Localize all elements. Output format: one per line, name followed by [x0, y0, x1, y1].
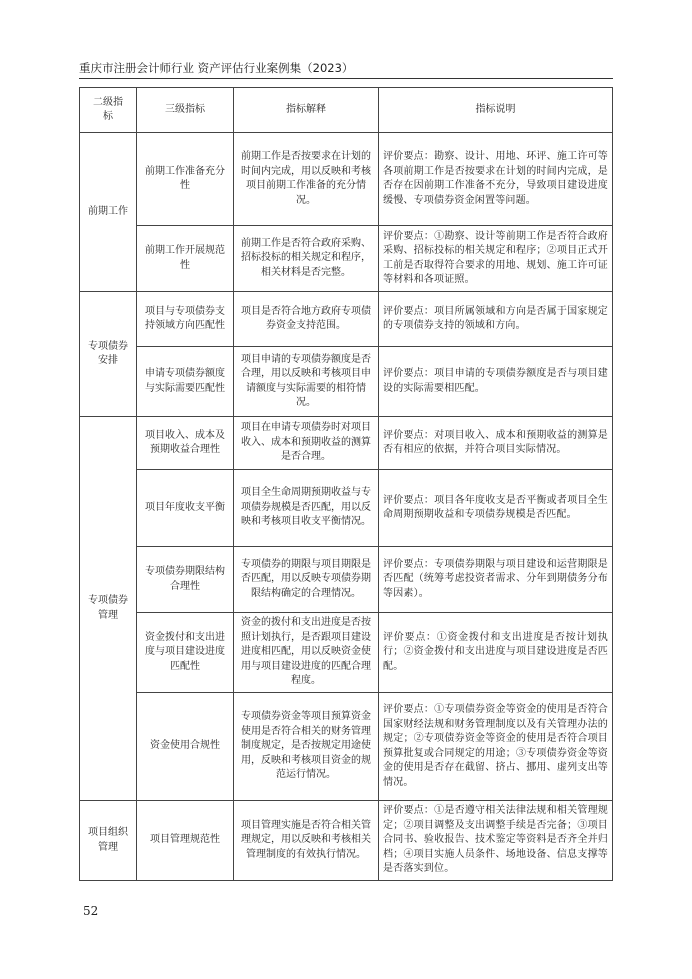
table-row — [80, 801, 613, 881]
table-row — [80, 133, 613, 226]
level3-cell: 前期工作准备充分性 — [137, 133, 234, 226]
table-row — [80, 292, 613, 347]
description-cell: 评价要点：对项目收入、成本和预期收益的测算是否有相应的依据，并符合项目实际情况。 — [379, 417, 613, 470]
description-cell: 评价要点：项目所属领域和方向是否属于国家规定的专项债券支持的领域和方向。 — [379, 292, 613, 347]
explanation-cell: 项目在申请专项债券时对项目收入、成本和预期收益的测算是否合理。 — [234, 417, 379, 470]
level3-cell: 项目与专项债券支持领域方向匹配性 — [137, 292, 234, 347]
page-number: 52 — [83, 904, 99, 918]
explanation-cell: 前期工作是否符合政府采购、招标投标的相关规定和程序，相关材料是否完整。 — [234, 226, 379, 292]
col-header-description: 指标说明 — [379, 88, 613, 133]
col-header-explanation: 指标解释 — [234, 88, 379, 133]
table-row — [80, 347, 613, 417]
description-cell: 评价要点：项目各年度收支是否平衡或者项目全生命周期预期收益和专项债券规模是否匹配。 — [379, 470, 613, 547]
col-header-level2: 二级指标 — [80, 88, 137, 133]
level2-cell: 专项债券安排 — [80, 292, 137, 417]
level3-cell: 前期工作开展规范性 — [137, 226, 234, 292]
table-header-row — [80, 88, 613, 133]
description-cell: 评价要点：①专项债券资金等资金的使用是否符合国家财经法规和财务管理制度以及有关管理办法的规定；②专项债券资金等资金的使用是否符合项目预算批复或合同规定的用途；③专项债券资金等资金的使用是否存在截留、挤占、挪用、虚列支出等情况。 — [379, 693, 613, 801]
explanation-cell: 前期工作是否按要求在计划的时间内完成，用以反映和考核项目前期工作准备的充分情况。 — [234, 133, 379, 226]
level3-cell: 申请专项债券额度与实际需要匹配性 — [137, 347, 234, 417]
level2-cell: 项目组织管理 — [80, 801, 137, 881]
explanation-cell: 专项债券资金等项目预算资金使用是否符合相关的财务管理制度规定，是否按规定用途使用，反映和考核项目资金的规范运行情况。 — [234, 693, 379, 801]
table-row — [80, 693, 613, 801]
explanation-cell: 专项债券的期限与项目期限是否匹配，用以反映专项债券期限结构确定的合理情况。 — [234, 547, 379, 613]
table-row — [80, 417, 613, 470]
level3-cell: 专项债券期限结构合理性 — [137, 547, 234, 613]
running-header: 重庆市注册会计师行业 资产评估行业案例集（2023） — [79, 61, 354, 75]
level3-cell: 项目年度收支平衡 — [137, 470, 234, 547]
level3-cell: 项目收入、成本及预期收益合理性 — [137, 417, 234, 470]
level2-cell: 专项债券管理 — [80, 417, 137, 801]
level2-cell: 前期工作 — [80, 133, 137, 292]
explanation-cell: 资金的拨付和支出进度是否按照计划执行，是否跟项目建设进度相匹配，用以反映资金使用与项目建设进度的匹配合理程度。 — [234, 613, 379, 693]
table-row — [80, 470, 613, 547]
description-cell: 评价要点：①是否遵守相关法律法规和相关管理规定；②项目调整及支出调整手续是否完备；③项目合同书、验收报告、技术鉴定等资料是否齐全并归档；④项目实施人员条件、场地设备、信息支撑等是否落实到位。 — [379, 801, 613, 881]
description-cell: 评价要点：专项债券期限与项目建设和运营期限是否匹配（统筹考虑投资者需求、分年到期债务分布等因素）。 — [379, 547, 613, 613]
explanation-cell: 项目申请的专项债券额度是否合理，用以反映和考核项目申请额度与实际需要的相符情况。 — [234, 347, 379, 417]
explanation-cell: 项目是否符合地方政府专项债券资金支持范围。 — [234, 292, 379, 347]
col-header-level3: 三级指标 — [137, 88, 234, 133]
explanation-cell: 项目管理实施是否符合相关管理规定，用以反映和考核相关管理制度的有效执行情况。 — [234, 801, 379, 881]
table-row — [80, 613, 613, 693]
description-cell: 评价要点：①资金拨付和支出进度是否按计划执行；②资金拨付和支出进度与项目建设进度是否匹配。 — [379, 613, 613, 693]
indicator-table — [79, 87, 613, 881]
level3-cell: 资金拨付和支出进度与项目建设进度匹配性 — [137, 613, 234, 693]
level3-cell: 资金使用合规性 — [137, 693, 234, 801]
description-cell: 评价要点：①勘察、设计等前期工作是否符合政府采购、招标投标的相关规定和程序；②项目正式开工前是否取得符合要求的用地、规划、施工许可证等材料和各项证照。 — [379, 226, 613, 292]
description-cell: 评价要点：项目申请的专项债券额度是否与项目建设的实际需要相匹配。 — [379, 347, 613, 417]
explanation-cell: 项目全生命周期预期收益与专项债券规模是否匹配，用以反映和考核项目收支平衡情况。 — [234, 470, 379, 547]
table-row — [80, 226, 613, 292]
description-cell: 评价要点：勘察、设计、用地、环评、施工许可等各项前期工作是否按要求在计划的时间内完成，是否存在因前期工作准备不充分，导致项目建设进度缓慢、专项债券资金闲置等问题。 — [379, 133, 613, 226]
table-row — [80, 547, 613, 613]
level3-cell: 项目管理规范性 — [137, 801, 234, 881]
header-rule — [79, 78, 613, 79]
